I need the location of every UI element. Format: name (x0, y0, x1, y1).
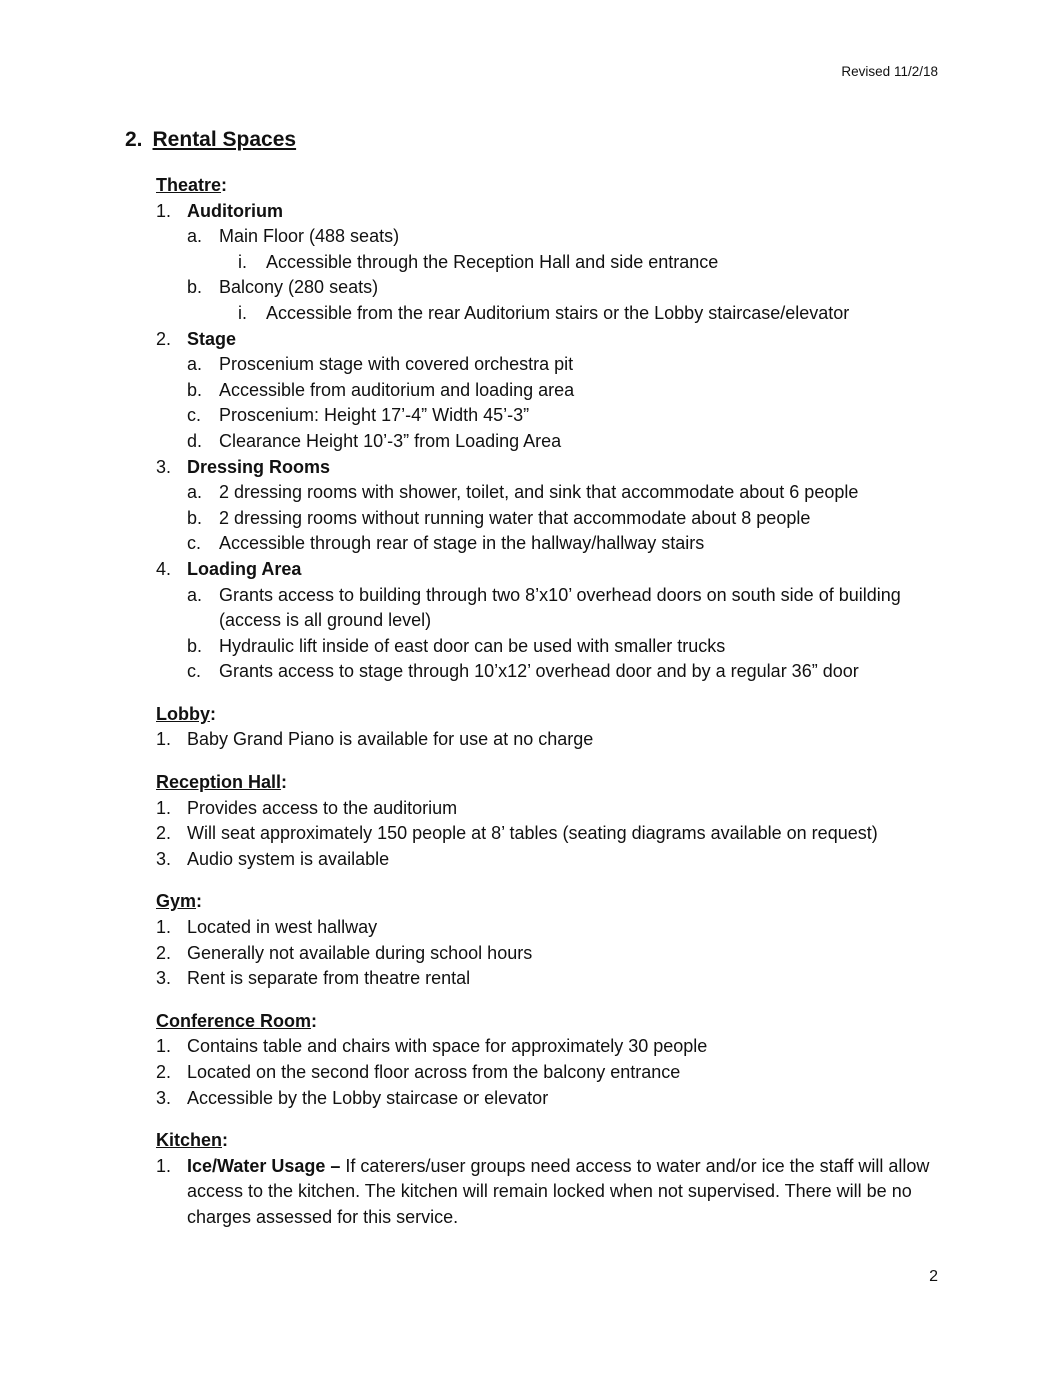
sub-item-text: Grants access to building through two 8’x10’ overhead doors on south side of building (access is all ground level) (219, 584, 901, 631)
sub-item-text: Accessible through rear of stage in the hallway/hallway stairs (219, 533, 705, 554)
item-label: Loading Area (187, 558, 302, 579)
sub-sub-item-text: Accessible through the Reception Hall and side entrance (266, 251, 719, 272)
lobby-heading: Lobby: (156, 703, 216, 724)
item-text: Baby Grand Piano is available for use at no charge (187, 729, 594, 750)
item-description: If caterers/user groups need access to water and/or ice the staff will allow access to the kitchen. The kitchen will remain locked when not supervised. There will be no charges assessed for this service. (187, 1155, 930, 1227)
item-text: Contains table and chairs with space for approximately 30 people (187, 1036, 708, 1057)
item-text: Located on the second floor across from the balcony entrance (187, 1062, 681, 1082)
list-item (156, 1060, 956, 1086)
item-text: Rent is separate from theatre rental (187, 968, 471, 989)
page-number: 2 (929, 1268, 938, 1285)
item-text: Will seat approximately 150 people at 8’ tables (seating diagrams available on request) (187, 823, 878, 844)
list-item (156, 821, 956, 847)
item-label: Dressing Rooms (187, 456, 331, 477)
sub-item-text: 2 dressing rooms with shower, toilet, and sink that accommodate about 6 people (219, 482, 859, 503)
list-item (156, 1086, 956, 1112)
list-item (156, 557, 956, 583)
list-item (156, 455, 956, 481)
sub-item-letter: c. (187, 405, 202, 426)
sub-item (187, 583, 956, 634)
sub-sub-item (238, 301, 956, 327)
spacer (156, 685, 956, 702)
sub-item (187, 480, 956, 506)
lobby-heading-text: Lobby (156, 703, 210, 724)
sub-sub-item-text: Accessible from the rear Auditorium stairs or the Lobby staircase/elevator (266, 302, 850, 323)
list-item (156, 966, 956, 992)
sub-item-letter: d. (187, 430, 203, 451)
list-item (156, 1034, 956, 1060)
sub-item (187, 352, 956, 378)
sub-item-letter: a. (187, 584, 203, 605)
item-label: Stage (187, 328, 237, 349)
sub-item (187, 506, 956, 532)
revised-date: Revised 11/2/18 (841, 64, 938, 79)
sub-item-text: Main Floor (488 seats) (219, 226, 400, 247)
sub-item (187, 378, 956, 404)
list-item (156, 1154, 956, 1231)
list-item (156, 327, 956, 353)
item-number: 1. (156, 797, 172, 818)
sub-item (187, 403, 956, 429)
item-number: 1. (156, 917, 172, 938)
sub-item-letter: b. (187, 507, 203, 528)
reception-hall-heading: Reception Hall: (156, 772, 288, 793)
gym-heading-text: Gym (156, 891, 197, 912)
item-number: 3. (156, 848, 172, 869)
item-number: 2. (156, 823, 172, 844)
sub-item (187, 634, 956, 660)
sub-item-text: Clearance Height 10’-3” from Loading Area (219, 430, 562, 451)
section-number: 2. (125, 128, 143, 151)
item-number: 1. (156, 1036, 172, 1057)
list-item (156, 847, 956, 873)
sub-item-text: Balcony (280 seats) (219, 277, 379, 298)
sub-item-letter: b. (187, 379, 203, 400)
item-text: Accessible by the Lobby staircase or elevator (187, 1087, 549, 1108)
sub-sub-item (238, 250, 956, 276)
item-number: 3. (156, 456, 172, 477)
kitchen-heading: Kitchen: (156, 1130, 229, 1151)
kitchen-heading-text: Kitchen (156, 1130, 223, 1151)
spacer (156, 992, 956, 1009)
sub-item-text: Accessible from auditorium and loading area (219, 379, 575, 400)
list-item (156, 915, 956, 941)
list-item (156, 727, 956, 753)
sub-item-text: Grants access to stage through 10’x12’ overhead door and by a regular 36” door (219, 661, 859, 682)
sub-item-text: Hydraulic lift inside of east door can be used with smaller trucks (219, 635, 726, 656)
sub-item (187, 429, 956, 455)
item-number: 3. (156, 1087, 172, 1108)
sub-item (187, 531, 956, 557)
item-number: 1. (156, 1155, 172, 1176)
conference-room-heading-text: Conference Room (156, 1010, 312, 1031)
sub-item-letter: c. (187, 533, 202, 554)
sub-item (187, 275, 956, 301)
item-number: 2. (156, 328, 172, 349)
item-text: Audio system is available (187, 848, 390, 869)
sub-sub-item-numeral: i. (238, 302, 247, 323)
item-text: Located in west hallway (187, 917, 378, 938)
item-text: Generally not available during school hours (187, 942, 533, 963)
sub-item-text: Proscenium: Height 17’-4” Width 45’-3” (219, 405, 530, 426)
item-number: 2. (156, 1062, 172, 1082)
item-label: Ice/Water Usage – (187, 1155, 341, 1176)
list-item (156, 796, 956, 822)
item-number: 3. (156, 968, 172, 989)
sub-item (187, 659, 956, 685)
section-title (125, 128, 296, 152)
item-number: 1. (156, 729, 172, 750)
item-number: 1. (156, 200, 172, 221)
sub-sub-item-numeral: i. (238, 251, 247, 272)
sub-item-letter: b. (187, 635, 203, 656)
item-number: 4. (156, 558, 172, 579)
sub-item-letter: a. (187, 226, 203, 247)
list-item (156, 941, 956, 967)
conference-room-heading: Conference Room: (156, 1010, 318, 1031)
sub-item-letter: a. (187, 482, 203, 503)
theatre-heading-text: Theatre (156, 175, 222, 195)
item-label: Auditorium (187, 200, 283, 221)
item-text: Provides access to the auditorium (187, 797, 458, 818)
document-body (156, 173, 956, 1231)
section-title-text: Rental Spaces (152, 128, 297, 151)
item-text (187, 1154, 956, 1231)
gym-heading: Gym: (156, 891, 203, 912)
spacer (156, 872, 956, 889)
spacer (156, 753, 956, 770)
sub-item (187, 224, 956, 250)
list-item (156, 199, 956, 225)
sub-item-letter: a. (187, 354, 203, 375)
spacer (156, 1111, 956, 1128)
sub-item-letter: c. (187, 661, 202, 682)
item-number: 2. (156, 942, 172, 963)
reception-hall-heading-text: Reception Hall (156, 772, 282, 793)
sub-item-text: 2 dressing rooms without running water that accommodate about 8 people (219, 507, 811, 528)
theatre-heading: Theatre: (156, 175, 228, 195)
sub-item-letter: b. (187, 277, 203, 298)
sub-item-text: Proscenium stage with covered orchestra pit (219, 354, 574, 375)
